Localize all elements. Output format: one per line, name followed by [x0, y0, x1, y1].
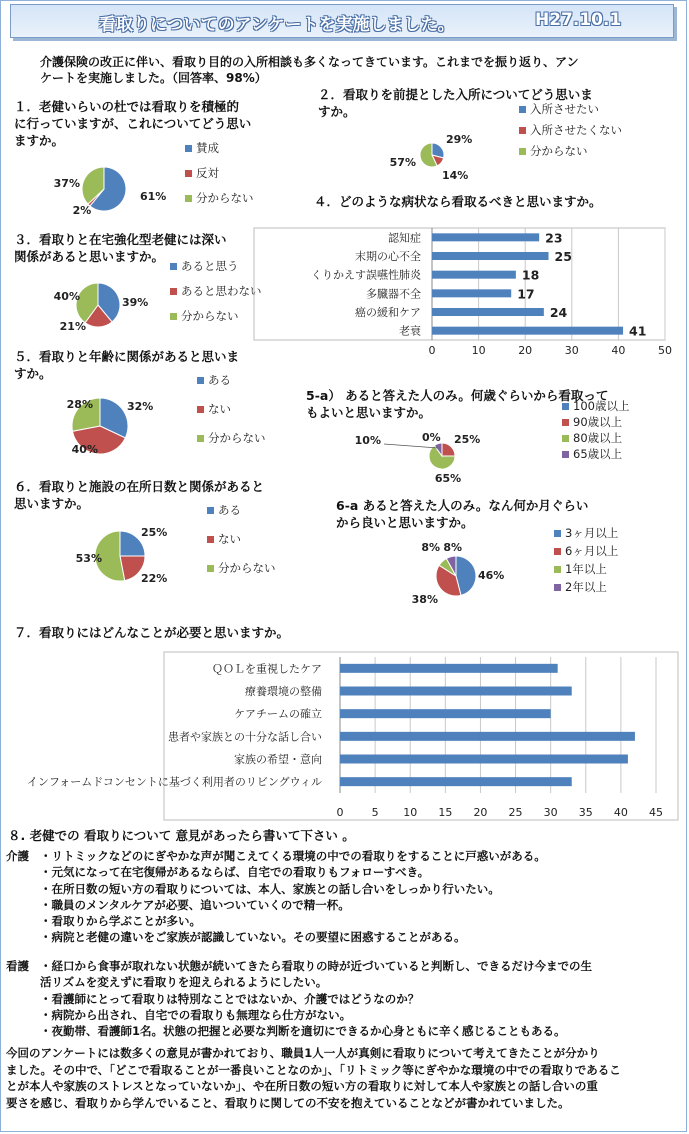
- q7-title: ７．看取りにはどんなことが必要と思いますか。: [14, 625, 290, 640]
- q5-legend-label-2: 分からない: [208, 431, 266, 445]
- q3-data-label-0: 39%: [122, 296, 149, 309]
- q6a-data-label-3: 8%: [443, 541, 462, 554]
- q5a-title: 5-a） あると答えた人のみ。何歳ぐらいから看取って もよいと思いますか。: [306, 388, 609, 420]
- q7-tick-label-7: 35: [578, 806, 593, 819]
- q4-bar-2: [432, 271, 516, 279]
- q3-legend-swatch-1: [170, 288, 177, 295]
- q5a-legend-swatch-1: [562, 419, 569, 426]
- care-comments: ・リトミックなどのにぎやかな声が聞こえてくる環境の中での看取りをすることに戸惑いがある。 ・元気になって在宅復帰があるならば、自宅での看取りもフォローすべき。 ・在所日数の短い方の看取りについては、本人、家族との話し合いをしっかり行いたい。 ・職員のメンタルケアが必要、追いついていくので精一杯。 ・看取りから学ぶことが多い。 ・病院と老健の違いをご家族が認識していない。その要望に困惑することがある。: [40, 849, 546, 945]
- q4-value-label-1: 25: [554, 249, 572, 264]
- q5a-legend-label-0: 100歳以上: [573, 399, 630, 413]
- q1-data-label-0: 61%: [140, 190, 167, 203]
- q5-legend-swatch-2: [197, 435, 204, 442]
- q3-title: ３．看取りと在宅強化型老健には深い 関係があると思いますか。: [14, 232, 227, 264]
- q1-title: １．老健いらいの杜では看取りを積極的 に行っていますが、これについてどう思い ますか。: [14, 99, 252, 148]
- q6a-legend-label-0: 3ヶ月以上: [565, 526, 619, 540]
- q7-tick-label-5: 25: [508, 806, 523, 819]
- q4-tick-label-5: 50: [658, 344, 672, 357]
- q2-data-label-0: 29%: [446, 133, 473, 146]
- q6a-legend-label-1: 6ヶ月以上: [565, 544, 619, 558]
- q8-title: ８. 老健での 看取りについて 意見があったら書いて下さい 。: [8, 828, 355, 843]
- q6-legend-label-0: ある: [218, 503, 241, 517]
- q2-legend-swatch-1: [519, 127, 526, 134]
- q4-value-label-3: 17: [517, 286, 535, 302]
- q4-chart-frame: [254, 228, 665, 340]
- q2-title: ２．看取りを前提とした入所についてどう思いま すか。: [318, 87, 593, 119]
- q4-tick-label-1: 10: [471, 344, 486, 357]
- q4-category-label-3: 多臓器不全: [366, 287, 421, 301]
- q3-legend-label-1: あると思わない: [181, 284, 262, 298]
- q5a-legend-label-1: 90歳以上: [573, 415, 623, 429]
- q4-tick-label-4: 40: [611, 344, 626, 357]
- q3-legend-swatch-2: [170, 313, 177, 320]
- q2-legend-label-0: 入所させたい: [530, 102, 599, 116]
- q5a-data-label-1: 25%: [454, 433, 481, 446]
- q7-tick-label-3: 15: [438, 806, 453, 819]
- page-date: H27.10.1: [535, 10, 622, 30]
- q7-bar-1: [340, 687, 572, 696]
- page-title: 看取りについてのアンケートを実施しました。: [99, 15, 455, 35]
- q6a-data-label-2: 8%: [421, 541, 440, 554]
- q4-tick-label-3: 30: [564, 344, 579, 357]
- q4-category-label-0: 認知症: [388, 231, 421, 245]
- q4-value-label-5: 41: [629, 323, 647, 339]
- q1-legend-label-1: 反対: [196, 166, 219, 180]
- summary-text: 今回のアンケートには数多くの意見が書かれており、職員1人一人が真剣に看取りについて考えてきたことが分かり ました。その中で、「どこで看取ることが一番良いことなのか」、「リトミック等にぎやかな環境の中での看取りであるこ とが本人や家族のストレスとなっていないか」、や在所日数の短い方の看取りに対して本人や家族との話し合いの重 要さを感じ、看取りから学んでいること、看取りに関しての不安を抱えていることなどが書かれていました。: [6, 1046, 621, 1110]
- q5a-label-leader: [384, 444, 438, 448]
- q7-tick-label-6: 30: [543, 806, 558, 819]
- q5-data-label-2: 28%: [66, 398, 93, 411]
- q6-legend-swatch-2: [207, 565, 214, 572]
- q6-data-label-1: 22%: [141, 572, 168, 585]
- q4-bar-3: [432, 289, 511, 297]
- q5a-legend-swatch-3: [562, 451, 569, 458]
- q5a-data-label-2: 65%: [434, 472, 462, 485]
- q7-category-label-0: ＱＯＬを重視したケア: [212, 662, 322, 676]
- q4-bar-1: [432, 252, 549, 260]
- q6-title: ６．看取りと施設の在所日数と関係があると 思いますか。: [14, 479, 265, 511]
- q4-category-label-5: 老衰: [399, 324, 421, 338]
- q5-data-label-0: 32%: [127, 400, 154, 413]
- q4-value-label-0: 23: [545, 230, 563, 246]
- intro-text: 介護保険の改正に伴い、看取り目的の入所相談も多くなってきています。これまでを振り返り、アン ケートを実施しました。（回答率、98%）: [40, 55, 579, 85]
- q6a-legend-label-2: 1年以上: [565, 562, 607, 576]
- q2-legend-label-1: 入所させたくない: [530, 123, 622, 137]
- q7-tick-label-1: 5: [371, 806, 379, 819]
- care-label: 介護: [6, 849, 29, 863]
- q3-data-label-2: 40%: [53, 290, 80, 303]
- q5a-legend-swatch-0: [562, 403, 569, 410]
- q7-bar-4: [340, 755, 628, 764]
- q3-legend-label-2: 分からない: [181, 309, 239, 323]
- q4-bar-4: [432, 308, 544, 316]
- q6a-data-label-1: 38%: [411, 593, 438, 606]
- q7-tick-label-0: 0: [336, 806, 344, 819]
- q6-legend-label-1: ない: [218, 532, 241, 546]
- q6a-legend-label-3: 2年以上: [565, 580, 607, 594]
- q7-bar-3: [340, 732, 635, 741]
- q1-data-label-1: 2%: [72, 204, 92, 217]
- q5a-legend-label-2: 80歳以上: [573, 431, 623, 445]
- q4-category-label-4: 癌の緩和ケア: [355, 306, 421, 319]
- q7-tick-label-2: 10: [403, 806, 418, 819]
- q7-bar-0: [340, 664, 558, 673]
- q6-data-label-2: 53%: [75, 552, 102, 565]
- q6-data-label-0: 25%: [141, 526, 168, 539]
- q6a-legend-swatch-3: [554, 584, 561, 591]
- q4-category-label-2: くりかえす誤嚥性肺炎: [311, 268, 421, 282]
- q4-category-label-1: 末期の心不全: [355, 250, 421, 263]
- q5-legend-swatch-1: [197, 406, 204, 413]
- q6a-legend-swatch-0: [554, 530, 561, 537]
- q6-legend-swatch-0: [207, 507, 214, 514]
- q7-tick-label-8: 40: [613, 806, 628, 819]
- q6a-legend-swatch-2: [554, 566, 561, 573]
- q5a-data-label-0: 0%: [422, 431, 441, 444]
- q6a-data-label-0: 46%: [478, 569, 505, 582]
- q7-category-label-4: 家族の希望・意向: [234, 753, 322, 766]
- q7-category-label-2: ケアチームの確立: [234, 707, 322, 721]
- q1-data-label-2: 37%: [53, 177, 80, 190]
- q4-value-label-4: 24: [549, 305, 568, 320]
- q7-tick-label-4: 20: [473, 806, 488, 819]
- q1-legend-label-2: 分からない: [196, 191, 254, 205]
- q4-title: ４．どのような病状なら看取るべきと思いますか。: [314, 194, 602, 209]
- q5a-legend-label-3: 65歳以上: [573, 447, 623, 461]
- q5-data-label-1: 40%: [71, 443, 98, 456]
- nurse-label: 看護: [6, 959, 29, 973]
- q3-legend-label-0: あると思う: [181, 259, 239, 273]
- q4-tick-label-0: 0: [428, 344, 436, 357]
- q7-bar-2: [340, 709, 551, 718]
- q7-category-label-3: 患者や家族との十分な話し合い: [168, 730, 322, 744]
- q6-legend-label-2: 分からない: [218, 561, 276, 575]
- q6a-legend-swatch-1: [554, 548, 561, 555]
- q5-legend-label-1: ない: [208, 402, 231, 416]
- q7-category-label-5: インフォームドコンセントに基づく利用者のリビングウィル: [26, 775, 322, 789]
- q6-legend-swatch-1: [207, 536, 214, 543]
- q6a-title: 6-a あると答えた人のみ。なん何か月ぐらい から良いと思いますか。: [336, 498, 589, 530]
- q1-legend-label-0: 賛成: [196, 141, 219, 155]
- q5-title: ５．看取りと年齢に関係があると思いま すか。: [14, 349, 240, 381]
- q4-value-label-2: 18: [521, 267, 540, 283]
- q5-legend-label-0: ある: [208, 373, 231, 387]
- q2-data-label-2: 57%: [389, 156, 416, 169]
- q2-data-label-1: 14%: [442, 169, 469, 182]
- q4-bar-5: [432, 327, 623, 335]
- q5a-legend-swatch-2: [562, 435, 569, 442]
- q2-legend-swatch-0: [519, 106, 526, 113]
- q2-legend-swatch-2: [519, 148, 526, 155]
- q2-legend-label-2: 分からない: [530, 144, 588, 158]
- q7-tick-label-9: 45: [649, 806, 663, 819]
- q1-legend-swatch-0: [185, 145, 192, 152]
- q3-legend-swatch-0: [170, 263, 177, 270]
- q4-tick-label-2: 20: [518, 344, 533, 357]
- q7-bar-5: [340, 777, 572, 786]
- q3-data-label-1: 21%: [59, 320, 86, 333]
- q7-category-label-1: 療養環境の整備: [245, 685, 322, 698]
- q1-legend-swatch-1: [185, 170, 192, 177]
- q4-bar-0: [432, 233, 539, 241]
- nurse-comments: ・経口から食事が取れない状態が続いてきたら看取りの時が近づいていると判断し、できるだけ今までの生 活リズムを変えずに看取りを迎えられるようにしたい。 ・看護師にとって看取りは特別なことではないか、介護ではどうなのか？ ・病院から出され、自宅での看取りも無理なら仕方がない。 ・夜勤帯、看護師1名。状態の把握と必要な判断を適切にできるか心身ともに辛く感じることもある。: [40, 959, 592, 1039]
- q5-legend-swatch-0: [197, 377, 204, 384]
- q1-legend-swatch-2: [185, 195, 192, 202]
- q5a-data-label-3: 10%: [354, 434, 381, 447]
